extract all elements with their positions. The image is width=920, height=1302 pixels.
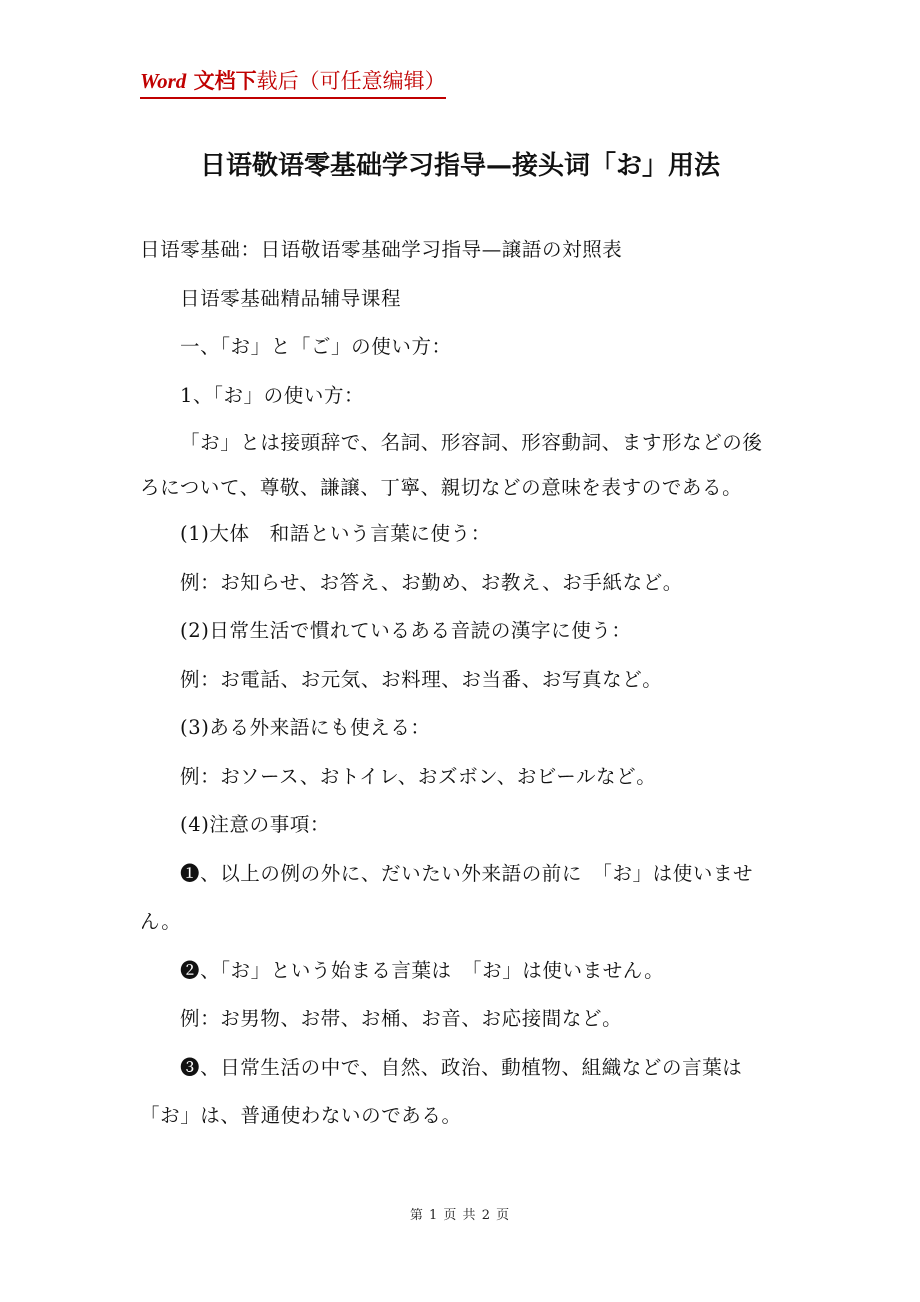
paragraph: 例：お男物、お帯、お桶、お音、お応接間など。: [180, 1007, 623, 1030]
banner-text-1: 文档下: [186, 69, 257, 93]
paragraph-subtitle: 日语零基础：日语敬语零基础学习指导—譲語の対照表: [140, 238, 623, 261]
document-title: 日语敬语零基础学习指导—接头词「お」用法: [199, 151, 720, 181]
paragraph: (3)ある外来語にも使える：: [180, 716, 431, 739]
paragraph: ❸、日常生活の中で、自然、政治、動植物、組織などの言葉は 「お」は、普通使わないのである。: [140, 1055, 763, 1127]
paragraph: ❷、「お」という始まる言葉は 「お」は使いません。: [180, 958, 665, 982]
paragraph: 「お」とは接頭辞で、名詞、形容詞、形容動詞、ます形などの後ろについて、尊敬、謙譲、丁寧、親切などの意味を表すのである。: [140, 431, 763, 499]
paragraph: (1)大体 和語という言葉に使う：: [180, 522, 491, 545]
paragraph: ❶、以上の例の外に、だいたい外来語の前に 「お」は使いません。: [140, 861, 754, 933]
document-body: [140, 226, 768, 1141]
paragraph: 日语零基础精品辅导课程: [180, 286, 402, 310]
banner-text-3: 编辑）: [382, 69, 446, 93]
banner-brand: Word: [140, 69, 187, 93]
paragraph: (4)注意の事項：: [180, 813, 331, 836]
page-number-footer: 第 1 页 共 2 页: [409, 1208, 511, 1223]
paragraph: 例：おソース、おトイレ、おズボン、おビールなど。: [180, 764, 657, 788]
paragraph: (2)日常生活で慣れているある音読の漢字に使う：: [180, 619, 632, 642]
paragraph: 例：お電話、お元気、お料理、お当番、お写真など。: [180, 667, 663, 691]
banner-text-2: 载后（可任意: [256, 69, 383, 93]
paragraph: 一、「お」と「ご」の使い方：: [180, 335, 452, 358]
download-banner: [140, 66, 446, 99]
paragraph: 1、「お」の使い方：: [180, 383, 365, 407]
paragraph: 例：お知らせ、お答え、お勤め、お教え、お手紙など。: [180, 570, 683, 594]
